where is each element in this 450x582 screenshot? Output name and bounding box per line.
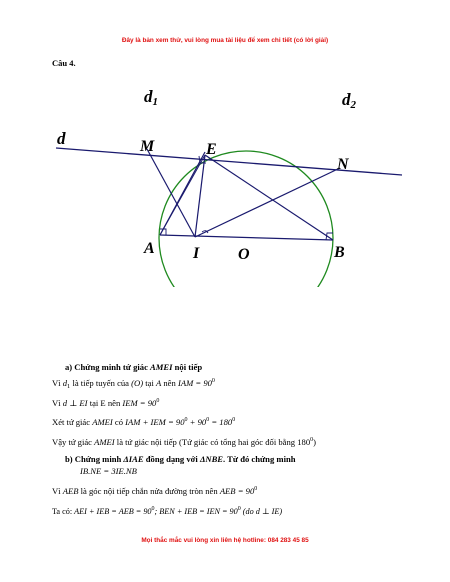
part-b-line-2: Ta có: AEI + IEB = AEB = $90^0$; BEN + IEB = IEN = $90^0$ (do d ⊥ IE): [52, 506, 283, 516]
label-a: A: [144, 240, 155, 257]
part-a-heading: a) Chứng minh tứ giác AMEI nội tiếp: [65, 362, 203, 372]
part-a-line-3: Xét tứ giác AMEI có IAM + IEM = $90^0 + 90^0 = 180^0$: [52, 417, 236, 427]
label-m: M: [140, 138, 155, 155]
segment-ae: [160, 155, 205, 235]
label-d1: d1: [144, 87, 158, 108]
label-n: N: [337, 156, 349, 173]
label-e: E: [206, 141, 217, 158]
preview-banner: Đây là bản xem thử, vui lòng mua tài liệu để xem chi tiết (có lời giải): [121, 37, 329, 44]
part-b-heading-line-2: IB.NE = 3IE.NB: [80, 466, 137, 476]
question-title: Câu 4.: [52, 58, 76, 68]
label-b: B: [334, 244, 345, 261]
segment-in: [195, 168, 340, 237]
label-o: O: [238, 246, 250, 263]
segment-mi: [147, 149, 195, 237]
part-a-line-4: Vậy tứ giác AMEI là tứ giác nội tiếp (Tứ giác có tổng hai góc đối bằng $180^0$): [52, 437, 316, 447]
part-b-line-1: Vì AEB là góc nội tiếp chắn nửa đường tròn nên AEB = $90^0$: [52, 486, 258, 496]
label-d: d: [57, 129, 66, 148]
label-i: I: [193, 245, 200, 262]
part-a-line-1: Vì $d_1$ là tiếp tuyến của (O) tại A nên IAM = $90^0$: [52, 378, 215, 390]
label-d2: d2: [342, 90, 356, 111]
part-b-heading: b) Chứng minh ΔIAE đồng dạng với ΔNBE. Từ đó chứng minh: [65, 454, 296, 464]
part-a-line-2: Vì d ⊥ EI tại E nên IEM = $90^0$: [52, 398, 160, 408]
segment-ab: [160, 235, 333, 240]
hotline-banner: Mọi thắc mắc vui lòng xin liên hệ hotline: 084 283 45 85: [141, 537, 309, 544]
geometry-figure: [40, 72, 415, 287]
